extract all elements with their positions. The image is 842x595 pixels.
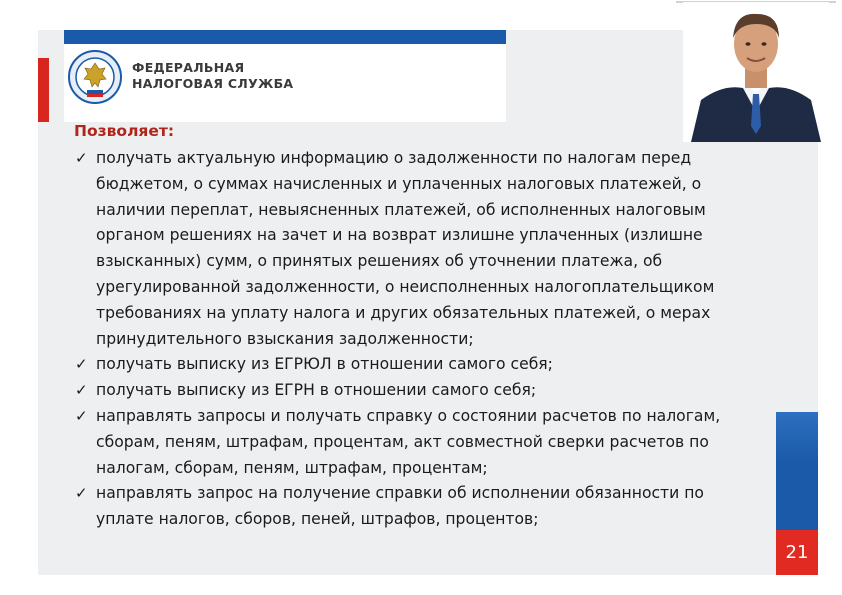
page-number: 21: [776, 530, 818, 575]
org-name-line2: НАЛОГОВАЯ СЛУЖБА: [132, 76, 294, 91]
list-item-text: направлять запросы и получать справку о состоянии расчетов по налогам, сборам, пеням, штрафам, процентам, акт совместной сверки расчетов по налогам, сборам, пеням, штрафам, процентам;: [96, 406, 721, 477]
list-item-text: получать выписку из ЕГРН в отношении самого себя;: [96, 381, 537, 400]
org-name-line1: ФЕДЕРАЛЬНАЯ: [132, 60, 245, 75]
list-item-text: получать выписку из ЕГРЮЛ в отношении самого себя;: [96, 355, 553, 374]
list-item: [74, 404, 764, 481]
list-item: [74, 352, 764, 378]
list-item-text: получать актуальную информацию о задолженности по налогам перед бюджетом, о суммах начисленных и уплаченных налоговых платежей, о наличии переплат, невыясненных платежей, об исполненных налоговым органом решениях на зачет и на возврат излишне уплаченных (излишне взысканных) сумм, о принятых решениях об уточнении платежа, об урегулированной задолженности, о неисполненных налогоплательщиком требованиях на уплату налога и других обязательных платежей, о мерах принудительного взыскания задолженности;: [96, 149, 715, 348]
right-blue-accent-top: [776, 412, 818, 462]
list-item: [74, 481, 764, 533]
checkmark-icon: ✓: [75, 355, 88, 374]
checkmark-icon: ✓: [75, 381, 88, 400]
slide-content: [74, 120, 764, 533]
header-blue-stripe: [64, 30, 506, 44]
feature-list: [74, 146, 764, 533]
organization-name: [132, 60, 293, 92]
list-item: [74, 146, 764, 352]
list-item-text: направлять запрос на получение справки об исполнении обязанности по уплате налогов, сборов, пеней, штрафов, процентов;: [96, 484, 704, 529]
list-item: [74, 378, 764, 404]
fns-emblem-icon: [68, 50, 122, 104]
checkmark-icon: ✓: [75, 406, 88, 425]
intro-heading: Позволяет:: [74, 122, 175, 140]
left-red-accent: [38, 58, 49, 122]
checkmark-icon: ✓: [75, 149, 88, 167]
checkmark-icon: ✓: [75, 484, 88, 503]
